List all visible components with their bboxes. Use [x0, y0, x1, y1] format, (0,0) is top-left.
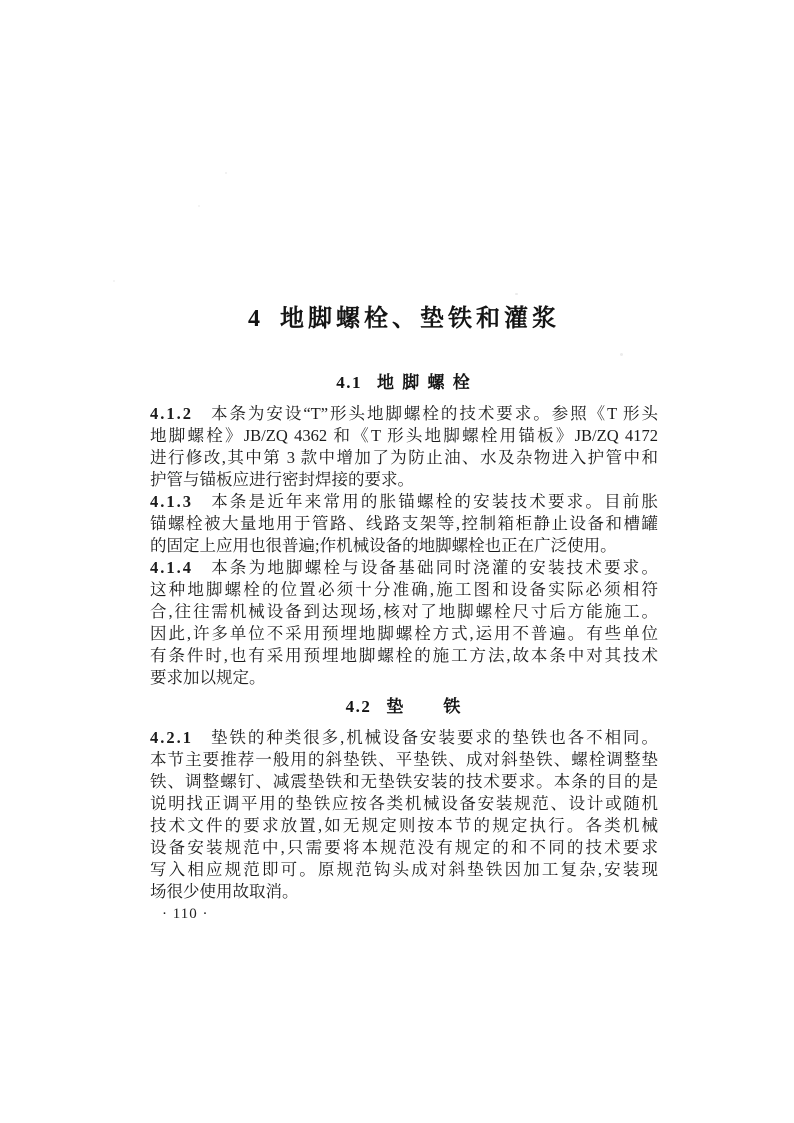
clause-number: 4.1.4	[150, 558, 193, 577]
text-line: 设备安装规范中,只需要将本规范没有规定的和不同的技术要求	[150, 838, 658, 857]
text-line: 要求加以规定。	[150, 668, 266, 687]
clause-number: 4.1.2	[150, 404, 193, 423]
text-line: 锚螺栓被大量地用于管路、线路支架等,控制箱柜静止设备和槽罐	[150, 514, 658, 533]
chapter-title-text: 地脚螺栓、垫铁和灌浆	[280, 306, 560, 332]
text-line: 写入相应规范即可。原规范钩头成对斜垫铁因加工复杂,安装现	[150, 860, 658, 879]
text-line: 有条件时,也有采用预埋地脚螺栓的施工方法,故本条中对其技术	[150, 646, 658, 665]
text-line: 护管与锚板应进行密封焊接的要求。	[150, 470, 414, 489]
section-number: 4.2	[345, 697, 372, 716]
content-column	[150, 303, 658, 923]
text-line: 铁、调整螺钉、减震垫铁和无垫铁安装的技术要求。本条的目的是	[150, 772, 658, 791]
section-title: 地 脚 螺 栓	[377, 373, 472, 392]
section-title: 垫 铁	[386, 697, 463, 716]
text-line: 说明找正调平用的垫铁应按各类机械设备安装规范、设计或随机	[150, 794, 658, 813]
text-line: 地脚螺栓》JB/ZQ 4362 和《T 形头地脚螺栓用锚板》JB/ZQ 4172	[150, 426, 658, 445]
scan-speck	[225, 172, 227, 174]
text-line: 因此,许多单位不采用预埋地脚螺栓方式,运用不普遍。有些单位	[150, 624, 658, 643]
text-line: 的固定上应用也很普遍;作机械设备的地脚螺栓也正在广泛使用。	[150, 536, 617, 555]
scan-speck	[113, 280, 115, 282]
clause-number: 4.1.3	[150, 492, 193, 511]
clause-number: 4.2.1	[150, 728, 193, 747]
text-line: 场很少使用故取消。	[150, 882, 299, 901]
text-line: 4.1.2 本条为安设“T”形头地脚螺栓的技术要求。参照《T 形头	[150, 404, 658, 423]
section-heading	[150, 696, 658, 718]
section-heading	[150, 372, 658, 394]
paragraph-4.1.2	[150, 403, 658, 491]
paragraph-4.1.3	[150, 491, 658, 557]
text-line: 进行修改,其中第 3 款中增加了为防止油、水及杂物进入护管中和	[150, 448, 658, 467]
section-number: 4.1	[336, 373, 362, 392]
chapter-number: 4	[248, 306, 260, 332]
paragraph-4.2.1	[150, 727, 658, 903]
text-line: 合,往往需机械设备到达现场,核对了地脚螺栓尺寸后方能施工。	[150, 602, 658, 621]
text-line: 4.2.1 垫铁的种类很多,机械设备安装要求的垫铁也各不相同。	[150, 728, 658, 747]
text-line: 技术文件的要求放置,如无规定则按本节的规定执行。各类机械	[150, 816, 658, 835]
page-number: · 110 ·	[162, 906, 209, 922]
scan-speck	[198, 205, 200, 207]
paragraph-4.1.4	[150, 557, 658, 689]
chapter-heading	[150, 303, 658, 335]
document-body	[150, 372, 658, 903]
text-line: 这种地脚螺栓的位置必须十分准确,施工图和设备实际必须相符	[150, 580, 658, 599]
text-line: 4.1.3 本条是近年来常用的胀锚螺栓的安装技术要求。目前胀	[150, 492, 658, 511]
text-line: 本节主要推荐一般用的斜垫铁、平垫铁、成对斜垫铁、螺栓调整垫	[150, 750, 658, 769]
scan-speck	[515, 293, 518, 295]
text-line: 4.1.4 本条为地脚螺栓与设备基础同时浇灌的安装技术要求。	[150, 558, 658, 577]
